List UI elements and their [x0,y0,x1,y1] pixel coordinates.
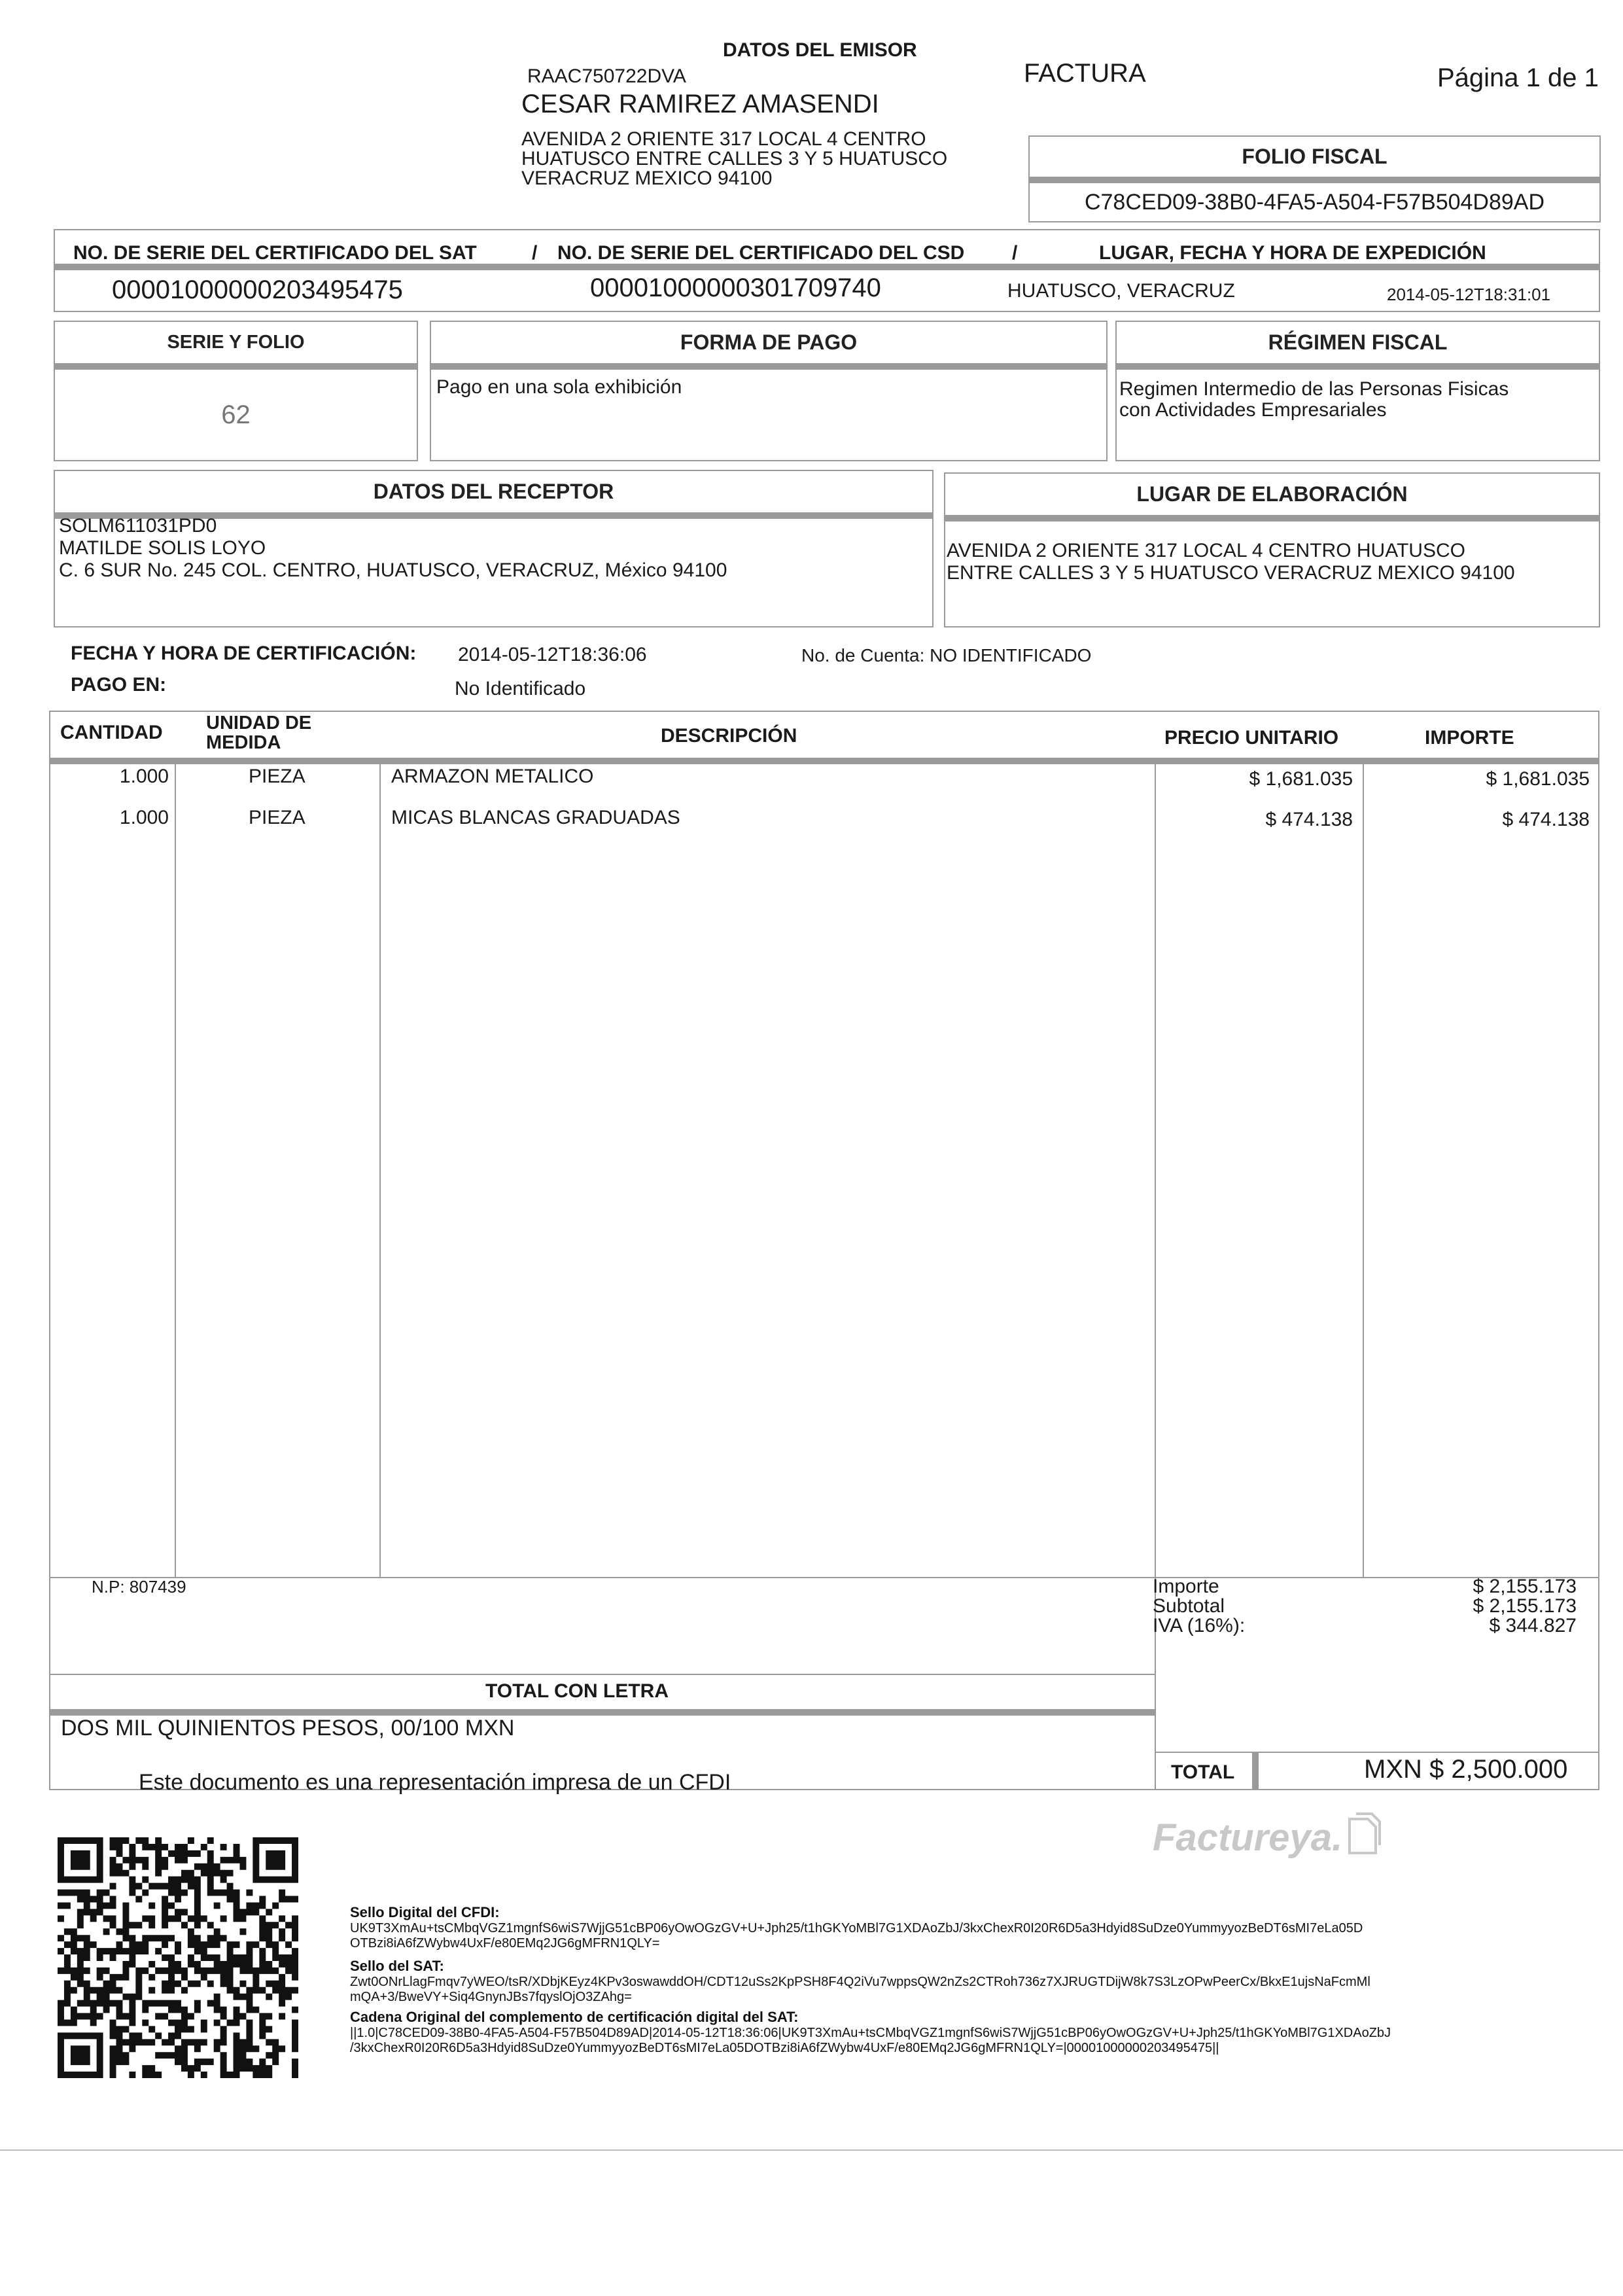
row-unidad: PIEZA [249,807,305,828]
regimen-box [1115,368,1600,461]
subtotal-value: $ 2,155.173 [1473,1595,1577,1617]
digital-seals [350,1904,1593,2056]
cert-sat-label: NO. DE SERIE DEL CERTIFICADO DEL SAT [73,242,477,264]
total-letra-value: DOS MIL QUINIENTOS PESOS, 00/100 MXN [61,1716,515,1740]
cert-separator: / [532,242,538,264]
regimen-line: con Actividades Empresariales [1119,399,1387,421]
sello-sat-line: mQA+3/BweVY+Siq4GnynJBs7fqyslOjO3ZAhg= [350,1990,632,2004]
elaboracion-line: AVENIDA 2 ORIENTE 317 LOCAL 4 CENTRO HUATUSCO [947,540,1465,561]
sello-cfdi-line: UK9T3XmAu+tsCMbqVGZ1mgnfS6wiS7WjjG51cBP06yOwOGzGV+U+Jph25/t1hGKYoMBl7G1XDAoZbJ/3kxChexR0I20R6D5a3Hdyid8SuDze0YummyyozBeDT6sMI7eLa05D [350,1921,1363,1935]
emisor-address-line: VERACRUZ MEXICO 94100 [521,168,773,189]
total-letra-label: TOTAL CON LETRA [485,1680,669,1702]
elaboracion-label: LUGAR DE ELABORACIÓN [1136,482,1408,506]
col-divider [1363,763,1364,1578]
document-icon [1344,1812,1384,1858]
receptor-details [59,515,727,582]
table-header-rule [49,758,1599,764]
pago-en-label: PAGO EN: [71,674,167,696]
brand-name: Factureya. [1153,1816,1343,1859]
col-divider [379,763,381,1578]
total-divider [1252,1753,1259,1790]
col-header-unidad [206,713,311,752]
col-divider [175,763,176,1578]
emisor-name: CESAR RAMIREZ AMASENDI [521,90,879,118]
row-importe: $ 474.138 [1502,809,1590,830]
emisor-address [521,130,947,188]
total-top-rule [1155,1752,1599,1753]
cfdi-representation-note: Este documento es una representación impresa de un CFDI [139,1770,731,1795]
col-header-unidad-line: UNIDAD DE [206,713,312,733]
sello-sat-line: Zwt0ONrLlagFmqv7yWEO/tsR/XDbjKEyz4KPv3oswawddOH/CDT12uSs2KpPSH8F4Q2iVu7wppsQW2nZs2CTRoh736z7XJRUGTDijW8k7S3LzOPwPeerCx/BkxE1ujsNaFcmMl [350,1975,1370,1989]
folio-fiscal-label: FOLIO FISCAL [1242,145,1387,168]
cadena-label: Cadena Original del complemento de certificación digital del SAT: [350,2009,799,2025]
items-table [49,711,1599,1790]
importe-value: $ 2,155.173 [1473,1576,1577,1597]
row-precio: $ 474.138 [1265,809,1353,830]
row-descripcion: ARMAZON METALICO [391,766,594,787]
row-cantidad: 1.000 [119,766,169,787]
qr-code-image [58,1837,298,2078]
forma-pago-value: Pago en una sola exhibición [436,376,682,398]
elaboracion-header [944,472,1600,521]
sello-cfdi-label: Sello Digital del CFDI: [350,1904,500,1920]
receptor-header [54,470,934,519]
forma-pago-label: FORMA DE PAGO [680,330,858,354]
total-value: MXN $ 2,500.000 [1364,1755,1568,1784]
forma-pago-header [430,321,1108,370]
serie-folio-label: SERIE Y FOLIO [167,332,305,353]
cadena-line: /3kxChexR0I20R6D5a3Hdyid8SuDze0YummyyozBeDT6sMI7eLa05DOTBzi8iA6fZWybw4UxF/e80EMq2JG6gMFRN1QLY=|00001000000203495475|| [350,2041,1219,2055]
certificacion-label: FECHA Y HORA DE CERTIFICACIÓN: [71,643,417,664]
page-indicator: Página 1 de 1 [1437,63,1599,92]
cert-place-value: HUATUSCO, VERACRUZ [1007,280,1235,302]
row-precio: $ 1,681.035 [1249,768,1353,790]
page-bottom-rule [0,2149,1623,2151]
elaboracion-line: ENTRE CALLES 3 Y 5 HUATUSCO VERACRUZ MEXICO 94100 [947,562,1515,584]
cert-separator: / [1012,242,1018,264]
serie-folio-box [54,368,418,461]
receptor-name: MATILDE SOLIS LOYO [59,537,266,559]
folio-fiscal-value: C78CED09-38B0-4FA5-A504-F57B504D89AD [1084,189,1545,215]
certificacion-value: 2014-05-12T18:36:06 [458,644,647,665]
serie-folio-value: 62 [221,400,251,429]
col-header-precio: PRECIO UNITARIO [1164,727,1339,749]
document-type: FACTURA [1024,59,1146,88]
receptor-rfc: SOLM611031PD0 [59,515,217,537]
totals-values [1374,1577,1577,1636]
items-bottom-rule [49,1577,1599,1578]
brand-logo [1153,1816,1342,1860]
elaboracion-box [944,520,1600,627]
subtotal-label: Subtotal [1153,1595,1225,1617]
col-header-unidad-line: MEDIDA [206,732,281,753]
emisor-address-line: HUATUSCO ENTRE CALLES 3 Y 5 HUATUSCO [521,148,948,169]
receptor-address: C. 6 SUR No. 245 COL. CENTRO, HUATUSCO, VERACRUZ, México 94100 [59,559,727,581]
totals-labels [1153,1577,1245,1636]
emisor-rfc: RAAC750722DVA [527,65,686,87]
iva-value: $ 344.827 [1489,1615,1577,1636]
emisor-address-line: AVENIDA 2 ORIENTE 317 LOCAL 4 CENTRO [521,128,926,150]
receptor-label: DATOS DEL RECEPTOR [373,480,614,503]
np-reference: N.P: 807439 [92,1577,186,1597]
cadena-line: ||1.0|C78CED09-38B0-4FA5-A504-F57B504D89AD|2014-05-12T18:36:06|UK9T3XmAu+tsCMbqVGZ1mgnfS6wiS7WjjG51cBP06yOwOGzGV+U+Jph25/t1hGKYoMBl7G1XDAoZbJ [350,2026,1391,2040]
letra-header-rule [49,1709,1155,1716]
row-descripcion: MICAS BLANCAS GRADUADAS [391,807,680,828]
regimen-label: RÉGIMEN FISCAL [1268,330,1448,354]
cert-csd-label: NO. DE SERIE DEL CERTIFICADO DEL CSD [557,242,965,264]
forma-pago-box [430,368,1108,461]
cert-sat-value: 00001000000203495475 [112,275,403,304]
row-importe: $ 1,681.035 [1486,768,1590,790]
iva-label: IVA (16%): [1153,1615,1246,1636]
pago-en-value: No Identificado [455,678,586,699]
emisor-section-title: DATOS DEL EMISOR [723,39,917,61]
regimen-line: Regimen Intermedio de las Personas Fisicas [1119,378,1509,400]
cert-place-label: LUGAR, FECHA Y HORA DE EXPEDICIÓN [1099,242,1486,264]
total-label: TOTAL [1171,1761,1235,1783]
sello-sat-label: Sello del SAT: [350,1958,444,1974]
col-header-descripcion: DESCRIPCIÓN [661,725,797,747]
sello-cfdi-line: OTBzi8iA6fZWybw4UxF/e80EMq2JG6gMFRN1QLY= [350,1936,660,1951]
col-header-cantidad: CANTIDAD [60,722,163,743]
folio-fiscal-header [1028,135,1601,183]
cert-datetime-value: 2014-05-12T18:31:01 [1387,285,1551,304]
importe-label: Importe [1153,1576,1219,1597]
regimen-header [1115,321,1600,370]
cuenta-info: No. de Cuenta: NO IDENTIFICADO [801,645,1092,665]
row-unidad: PIEZA [249,766,305,787]
cert-csd-value: 00001000000301709740 [590,274,881,302]
row-cantidad: 1.000 [119,807,169,828]
folio-fiscal-box [1028,182,1601,222]
serie-folio-header [54,321,418,370]
letra-top-rule [49,1674,1155,1675]
col-header-importe: IMPORTE [1425,727,1514,749]
